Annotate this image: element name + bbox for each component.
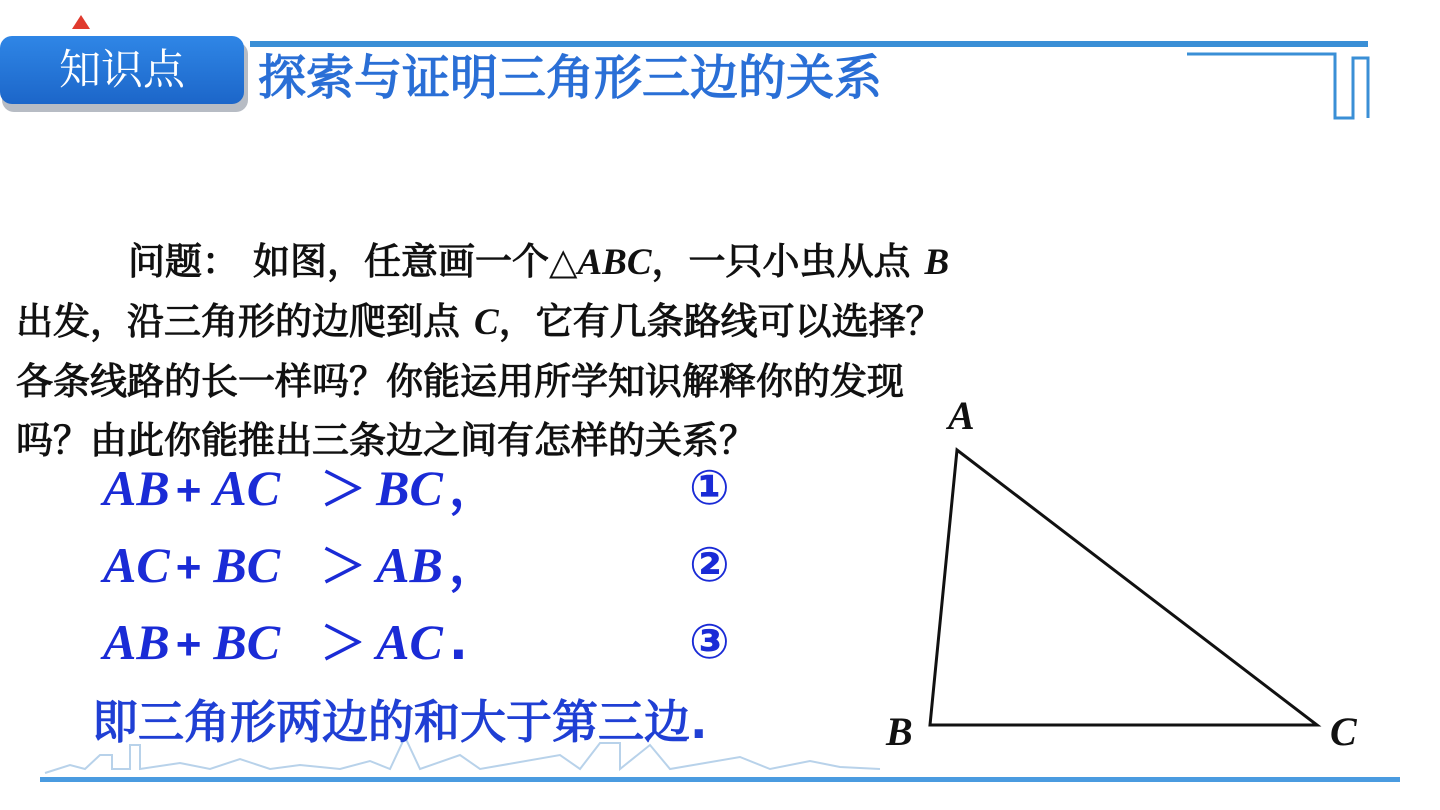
inequality-1: AB + AC ＞ BC ， ① — [103, 456, 763, 520]
red-marker-icon — [72, 15, 90, 29]
vertex-label-b: B — [886, 709, 913, 754]
triangle-figure — [880, 395, 1380, 765]
problem-line-3: 各条线路的长一样吗？你能运用所学知识解释你的发现 — [16, 360, 904, 403]
vertex-label-c: C — [1330, 709, 1357, 754]
vertex-label-a: A — [948, 395, 975, 438]
problem-line-1: 问题： 如图，任意画一个△ABC，一只小虫从点 B — [128, 240, 950, 283]
problem-line-4: 吗？由此你能推出三条边之间有怎样的关系？ — [16, 419, 756, 462]
inequality-3: AB + BC ＞ AC . ③ — [103, 610, 763, 674]
problem-line-2: 出发，沿三角形的边爬到点 C，它有几条路线可以选择？ — [16, 300, 943, 343]
corner-decoration-icon — [1185, 50, 1370, 122]
equation-number-2: ② — [689, 537, 730, 593]
problem-label: 问题： — [128, 240, 239, 283]
equation-number-1: ① — [689, 460, 730, 516]
equation-number-3: ③ — [689, 614, 730, 670]
triangle-abc — [930, 450, 1317, 725]
conclusion-text: 即三角形两边的和大于第三边. — [92, 695, 708, 749]
footer-rule — [40, 777, 1400, 782]
inequality-2: AC + BC ＞ AB ， ② — [103, 533, 763, 597]
page-title: 探索与证明三角形三边的关系 — [258, 50, 883, 106]
section-badge: 知识点 — [0, 36, 244, 104]
